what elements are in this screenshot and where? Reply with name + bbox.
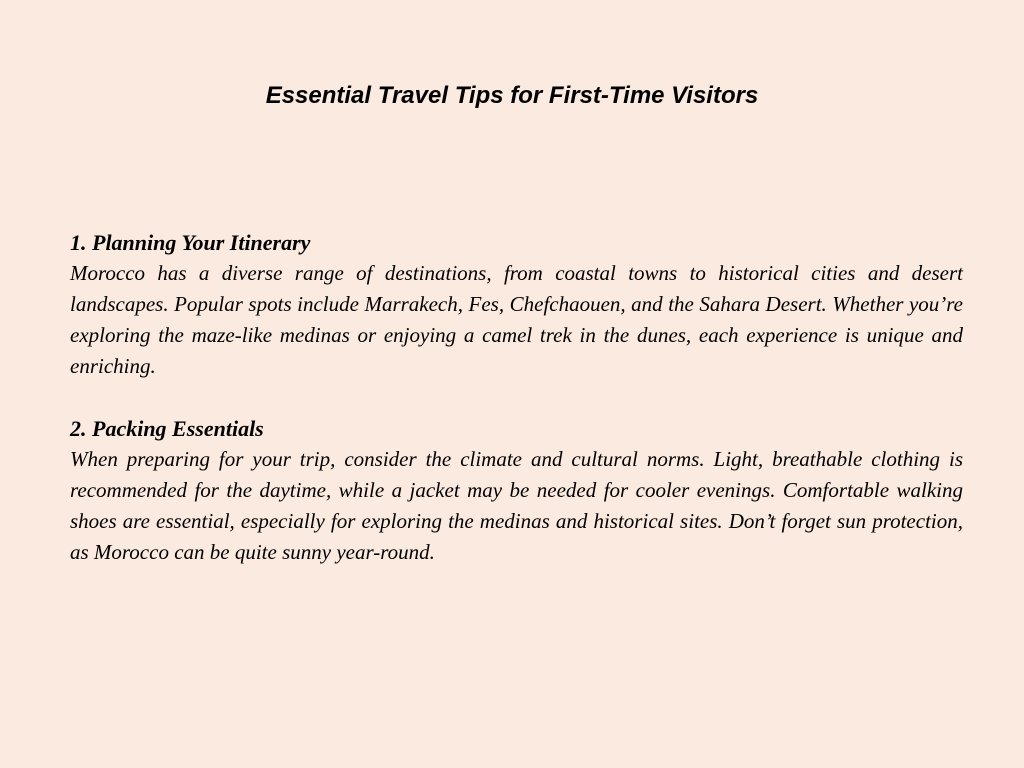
section-packing-essentials — [70, 413, 963, 568]
section-body: When preparing for your trip, consider the climate and cultural norms. Light, breathable clothing is recommended for the daytime, while a jacket may be needed for cooler evenings. Comfortable walking shoes are essential, especially for exploring the medinas and historical sites. Don’t forget sun protection, as Morocco can be quite sunny year-round. — [70, 447, 963, 564]
section-planning-itinerary — [70, 227, 963, 382]
section-heading: 2. Packing Essentials — [70, 416, 264, 441]
slide-content — [70, 227, 963, 599]
slide-title: Essential Travel Tips for First-Time Visitors — [265, 82, 759, 109]
section-heading: 1. Planning Your Itinerary — [70, 230, 311, 255]
section-body: Morocco has a diverse range of destinations, from coastal towns to historical cities and desert landscapes. Popular spots include Marrakech, Fes, Chefchaouen, and the Sahara Desert. Whether you’re exploring the maze-like medinas or enjoying a camel trek in the dunes, each experience is unique and enriching. — [70, 261, 963, 378]
